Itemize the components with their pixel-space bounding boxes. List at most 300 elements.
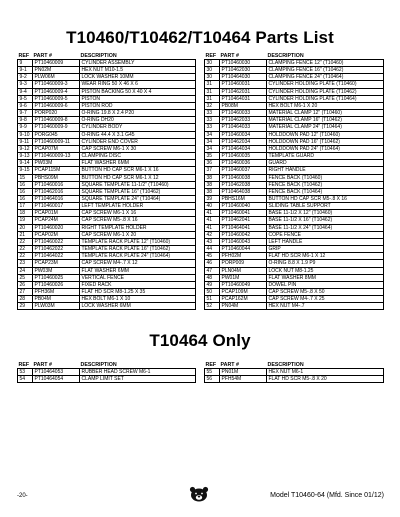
table-row bbox=[205, 81, 384, 88]
ref-cell: 15 bbox=[18, 174, 33, 181]
part-number-cell: PT10464053 bbox=[33, 369, 80, 376]
ref-cell: 44 bbox=[205, 246, 220, 253]
parts-table-right bbox=[204, 52, 384, 310]
ref-cell: 22 bbox=[18, 246, 33, 253]
description-cell: COPE FENCE bbox=[267, 231, 384, 238]
table-row bbox=[205, 110, 384, 117]
ref-cell: 29 bbox=[18, 303, 33, 310]
part-number-cell: PT10464033 bbox=[220, 124, 267, 131]
ref-cell: 9 bbox=[18, 60, 33, 67]
description-header: DESCRIPTION bbox=[267, 361, 304, 368]
part-number-cell: PLW03M bbox=[33, 303, 80, 310]
table-row bbox=[18, 296, 196, 303]
ref-header: REF bbox=[205, 52, 217, 59]
table-row bbox=[205, 369, 384, 376]
ref-cell: 22 bbox=[18, 253, 33, 260]
table-row bbox=[18, 124, 196, 131]
part-number-cell: PT10462031 bbox=[220, 88, 267, 95]
part-number-cell: PBHS16M bbox=[220, 195, 267, 202]
table-row bbox=[18, 81, 196, 88]
ref-cell: 55 bbox=[205, 369, 220, 376]
ref-cell: 49 bbox=[205, 281, 220, 288]
table-row bbox=[205, 203, 384, 210]
description-cell: BUTTON HD CAP SCR M6-1 X 12 bbox=[80, 174, 196, 181]
description-cell: SQUARE TEMPLATE 11-1/2" (T10460) bbox=[80, 181, 196, 188]
description-cell: RUBBER HEAD SCREW M6-1 bbox=[80, 369, 196, 376]
ref-cell: 46 bbox=[205, 260, 220, 267]
ref-cell: 33 bbox=[205, 117, 220, 124]
ref-cell: 38 bbox=[205, 174, 220, 181]
part-number-cell: PORG045 bbox=[33, 131, 80, 138]
table-row bbox=[205, 217, 384, 224]
table-row bbox=[18, 224, 196, 231]
table-header-row bbox=[205, 361, 384, 369]
ref-cell: 9-6 bbox=[18, 102, 33, 109]
table-row bbox=[205, 231, 384, 238]
description-header: DESCRIPTION bbox=[80, 361, 117, 368]
table-row bbox=[205, 260, 384, 267]
description-cell: FLAT WASHER 8MM bbox=[267, 274, 384, 281]
part-number-cell: PT10464034 bbox=[220, 145, 267, 152]
description-cell: LEFT TEMPLATE HOLDER bbox=[80, 203, 196, 210]
description-cell: CLAMPING DISC bbox=[80, 153, 196, 160]
part-number-cell: PT10462030 bbox=[220, 67, 267, 74]
description-cell: CLAMPING FENCE 24" (T10464) bbox=[267, 74, 384, 81]
ref-cell: 21 bbox=[18, 231, 33, 238]
ref-cell: 17 bbox=[18, 203, 33, 210]
description-cell: BASE 11-1/2 X 16" (T10462) bbox=[267, 217, 384, 224]
table-row bbox=[18, 376, 196, 383]
table-row bbox=[205, 67, 384, 74]
ref-cell: 48 bbox=[205, 274, 220, 281]
part-number-cell: PT10460009-9 bbox=[33, 124, 80, 131]
part-number-cell: PT10460036 bbox=[220, 160, 267, 167]
description-cell: WEAR RING 50 X 46 X 6 bbox=[80, 81, 196, 88]
part-number-cell: PFH36M bbox=[33, 289, 80, 296]
ref-cell: 40 bbox=[205, 203, 220, 210]
description-cell: GRIP bbox=[267, 246, 384, 253]
part-number-cell: PORP009 bbox=[220, 260, 267, 267]
description-cell: GUARD bbox=[267, 160, 384, 167]
part-number-cell: PT10464041 bbox=[220, 224, 267, 231]
table-row bbox=[205, 145, 384, 152]
description-cell: HEX BOLT M6-1 X 20 bbox=[267, 102, 384, 109]
part-number-cell: PCAP01M bbox=[33, 210, 80, 217]
table-row bbox=[18, 253, 196, 260]
table-row bbox=[205, 95, 384, 102]
part-number-cell: PT10460031 bbox=[220, 81, 267, 88]
ref-cell: 43 bbox=[205, 238, 220, 245]
description-cell: CAP SCREW M6-1 X 30 bbox=[80, 145, 196, 152]
ref-cell: 19 bbox=[18, 217, 33, 224]
description-cell: FLAT HD SCR M6-1 X 12 bbox=[267, 253, 384, 260]
table-row bbox=[205, 160, 384, 167]
ref-cell: 37 bbox=[205, 167, 220, 174]
table-header-row bbox=[18, 52, 196, 60]
table-row bbox=[205, 195, 384, 202]
table-row bbox=[205, 60, 384, 67]
table-row bbox=[18, 153, 196, 160]
part-number-cell: PT10460037 bbox=[220, 167, 267, 174]
part-number-cell: PT10462022 bbox=[33, 246, 80, 253]
description-cell: SQUARE TEMPLATE 24" (T10464) bbox=[80, 195, 196, 202]
table-row bbox=[18, 188, 196, 195]
table-row bbox=[205, 267, 384, 274]
ref-cell: 31 bbox=[205, 95, 220, 102]
description-cell: BUTTON HD CAP SCR M6-1 X 16 bbox=[80, 167, 196, 174]
description-cell: LOCK NUT M8-1.25 bbox=[267, 267, 384, 274]
part-number-cell: PT10460030 bbox=[220, 60, 267, 67]
part-number-cell: PT10460022 bbox=[33, 238, 80, 245]
description-cell: TEMPLATE RACK PLATE 16" (T10462) bbox=[80, 246, 196, 253]
ref-cell: 30 bbox=[205, 74, 220, 81]
ref-header: REF bbox=[18, 361, 30, 368]
part-number-cell: PT10460040 bbox=[220, 203, 267, 210]
ref-cell: 9-15 bbox=[18, 167, 33, 174]
part-number-cell: PB08M bbox=[220, 102, 267, 109]
table-header-row bbox=[205, 52, 384, 60]
table-row bbox=[18, 95, 196, 102]
part-number-cell: PT10460049 bbox=[220, 281, 267, 288]
description-cell: FIXED RACK bbox=[80, 281, 196, 288]
ref-cell: 16 bbox=[18, 195, 33, 202]
table-row bbox=[205, 88, 384, 95]
table-row bbox=[18, 246, 196, 253]
part-number-cell: PT10464054 bbox=[33, 376, 80, 383]
table-row bbox=[18, 102, 196, 109]
part-number-cell: PW01M bbox=[220, 274, 267, 281]
ref-cell: 32 bbox=[205, 102, 220, 109]
ref-cell: 38 bbox=[205, 181, 220, 188]
part-number-cell: PT10460026 bbox=[33, 281, 80, 288]
table-row bbox=[18, 74, 196, 81]
bear-logo-icon bbox=[188, 485, 210, 503]
ref-cell: 33 bbox=[205, 110, 220, 117]
description-cell: FENCE BACK (T10464) bbox=[267, 188, 384, 195]
ref-cell: 39 bbox=[205, 195, 220, 202]
part-number-cell: PT10462033 bbox=[220, 117, 267, 124]
description-cell: CLAMP LIMIT SET bbox=[80, 376, 196, 383]
ref-cell: 9-11 bbox=[18, 138, 33, 145]
table-row bbox=[205, 188, 384, 195]
part-number-cell: PT10460038 bbox=[220, 174, 267, 181]
part-number-cell: PCAP23M bbox=[33, 260, 80, 267]
description-cell: FLAT HD SCR M5-.8 X 20 bbox=[267, 376, 384, 383]
table-row bbox=[18, 369, 196, 376]
ref-cell: 53 bbox=[18, 369, 33, 376]
description-cell: FLAT WASHER 6MM bbox=[80, 160, 196, 167]
description-cell: CAP SCREW M6-1 X 16 bbox=[80, 210, 196, 217]
ref-cell: 34 bbox=[205, 138, 220, 145]
table-row bbox=[18, 238, 196, 245]
page-number: -20- bbox=[17, 493, 28, 499]
part-number-cell: PT10464030 bbox=[220, 74, 267, 81]
part-number-cell: PT10460033 bbox=[220, 110, 267, 117]
table-row bbox=[18, 217, 196, 224]
table-row bbox=[18, 203, 196, 210]
description-cell: BUTTON HD CAP SCR M5-.8 X 16 bbox=[267, 195, 384, 202]
description-cell: LOCK WASHER 10MM bbox=[80, 74, 196, 81]
description-cell: FENCE BACK (T10460) bbox=[267, 174, 384, 181]
part-number-cell: PT10460044 bbox=[220, 246, 267, 253]
part-number-cell: PT10460041 bbox=[220, 210, 267, 217]
table-row bbox=[18, 88, 196, 95]
table-row bbox=[205, 117, 384, 124]
table-row bbox=[18, 181, 196, 188]
ref-cell: 45 bbox=[205, 253, 220, 260]
section-title: T10464 Only bbox=[149, 331, 251, 350]
part-number-cell: PT10460020 bbox=[33, 224, 80, 231]
ref-cell: 38 bbox=[205, 188, 220, 195]
table-row bbox=[18, 195, 196, 202]
ref-cell: 9-5 bbox=[18, 95, 33, 102]
part-number-cell: PCAP115M bbox=[33, 167, 80, 174]
ref-cell: 34 bbox=[205, 145, 220, 152]
description-cell: CYLINDER BODY bbox=[80, 124, 196, 131]
description-header: DESCRIPTION bbox=[80, 52, 117, 59]
description-cell: O-RING DH20 bbox=[80, 117, 196, 124]
table-row bbox=[205, 246, 384, 253]
part-number-cell: PT10464031 bbox=[220, 95, 267, 102]
description-cell: MATERIAL CLAMP 24" (T10464) bbox=[267, 124, 384, 131]
ref-cell: 33 bbox=[205, 124, 220, 131]
ref-cell: 16 bbox=[18, 181, 33, 188]
ref-cell: 30 bbox=[205, 67, 220, 74]
part-header: PART # bbox=[220, 361, 239, 368]
description-cell: TEMPLATE GUARD bbox=[267, 153, 384, 160]
description-cell: HEX NUT M10-1.5 bbox=[80, 67, 196, 74]
description-cell: FLAT WASHER 6MM bbox=[80, 267, 196, 274]
ref-cell: 41 bbox=[205, 210, 220, 217]
ref-cell: 31 bbox=[205, 88, 220, 95]
ref-cell: 18 bbox=[18, 210, 33, 217]
ref-cell: 16 bbox=[18, 188, 33, 195]
part-number-cell: PFH54M bbox=[220, 376, 267, 383]
part-number-cell: PT10462038 bbox=[220, 181, 267, 188]
description-cell: CYLINDER ASSEMBLY bbox=[80, 60, 196, 67]
ref-cell: 54 bbox=[18, 376, 33, 383]
table-row bbox=[18, 60, 196, 67]
table-row bbox=[18, 274, 196, 281]
description-cell: RIGHT HANDLE bbox=[267, 167, 384, 174]
table-row bbox=[18, 210, 196, 217]
table-row bbox=[205, 124, 384, 131]
table-row bbox=[205, 296, 384, 303]
ref-cell: 9-8 bbox=[18, 117, 33, 124]
table-row bbox=[18, 289, 196, 296]
table-row bbox=[18, 131, 196, 138]
ref-cell: 35 bbox=[205, 153, 220, 160]
ref-cell: 22 bbox=[18, 238, 33, 245]
description-cell: PISTON BACKING 50 X 40 X 4 bbox=[80, 88, 196, 95]
part-header: PART # bbox=[33, 52, 52, 59]
part-number-cell: PT10460009-4 bbox=[33, 88, 80, 95]
ref-cell: 9-2 bbox=[18, 74, 33, 81]
part-number-cell: PT10464022 bbox=[33, 253, 80, 260]
part-number-cell: PCAP109M bbox=[220, 289, 267, 296]
part-number-cell: PORP020 bbox=[33, 110, 80, 117]
part-number-cell: PT10460017 bbox=[33, 203, 80, 210]
description-cell: HEX NUT M4-.7 bbox=[267, 303, 384, 310]
table-row bbox=[205, 181, 384, 188]
part-number-cell: PB04M bbox=[33, 296, 80, 303]
ref-cell: 9-10 bbox=[18, 131, 33, 138]
ref-cell: 9-9 bbox=[18, 124, 33, 131]
table-row bbox=[18, 281, 196, 288]
part-number-cell: PT10460016 bbox=[33, 181, 80, 188]
ref-cell: 25 bbox=[18, 274, 33, 281]
description-cell: CYLINDER HOLDING PLATE (T10462) bbox=[267, 88, 384, 95]
ref-cell: 23 bbox=[18, 260, 33, 267]
part-number-cell: PBHS09M bbox=[33, 174, 80, 181]
description-cell: LEFT HANDLE bbox=[267, 238, 384, 245]
part-number-cell: PN02M bbox=[33, 67, 80, 74]
table-row bbox=[205, 167, 384, 174]
table-row bbox=[18, 267, 196, 274]
table-row bbox=[18, 67, 196, 74]
part-header: PART # bbox=[220, 52, 239, 59]
ref-cell: 42 bbox=[205, 231, 220, 238]
ref-cell: 20 bbox=[18, 224, 33, 231]
description-cell: CYLINDER HOLDING PLATE (T10464) bbox=[267, 95, 384, 102]
part-number-cell: PW03M bbox=[33, 160, 80, 167]
description-cell: HEX NUT M6-1 bbox=[267, 369, 384, 376]
description-cell: SLIDING TABLE SUPPORT bbox=[267, 203, 384, 210]
part-number-cell: PCAP02M bbox=[33, 231, 80, 238]
description-cell: CYLINDER HOLDING PLATE (T10460) bbox=[267, 81, 384, 88]
ref-header: REF bbox=[205, 361, 217, 368]
description-cell: CAP SCREW M5-.8 X 16 bbox=[80, 217, 196, 224]
part-number-cell: PCAP24M bbox=[33, 217, 80, 224]
ref-cell: 9-14 bbox=[18, 160, 33, 167]
table-row bbox=[18, 110, 196, 117]
description-cell: HOLDDOWN PAD 12" (T10460) bbox=[267, 131, 384, 138]
ref-cell: 50 bbox=[205, 289, 220, 296]
table-row bbox=[205, 289, 384, 296]
table-row bbox=[18, 167, 196, 174]
table-row bbox=[18, 174, 196, 181]
part-number-cell: PT10464038 bbox=[220, 188, 267, 195]
description-cell: HOLDDOWN PAD 16" (T10462) bbox=[267, 138, 384, 145]
part-number-cell: PCAP162M bbox=[220, 296, 267, 303]
part-number-cell: PN04M bbox=[220, 303, 267, 310]
table-row bbox=[205, 153, 384, 160]
table-row bbox=[205, 102, 384, 109]
ref-header: REF bbox=[18, 52, 30, 59]
part-number-cell: PT10460042 bbox=[220, 231, 267, 238]
ref-cell: 30 bbox=[205, 60, 220, 67]
ref-cell: 9-12 bbox=[18, 145, 33, 152]
part-header: PART # bbox=[33, 361, 52, 368]
part-number-cell: PFH02M bbox=[220, 253, 267, 260]
ref-cell: 9-4 bbox=[18, 88, 33, 95]
table-row bbox=[205, 138, 384, 145]
description-cell: MATERIAL CLAMP 12" (T10460) bbox=[267, 110, 384, 117]
table-row bbox=[205, 74, 384, 81]
ref-cell: 9-1 bbox=[18, 67, 33, 74]
description-header: DESCRIPTION bbox=[267, 52, 304, 59]
description-cell: MATERIAL CLAMP 16" (T10462) bbox=[267, 117, 384, 124]
ref-cell: 28 bbox=[18, 296, 33, 303]
description-cell: FLAT HD SCR M8-1.25 X 35 bbox=[80, 289, 196, 296]
part-number-cell: PLW06M bbox=[33, 74, 80, 81]
part-number-cell: PT10460009-8 bbox=[33, 117, 80, 124]
table-row bbox=[18, 160, 196, 167]
table-row bbox=[18, 303, 196, 310]
description-cell: PISTON ROD bbox=[80, 102, 196, 109]
parts-table-bottom-left bbox=[17, 361, 196, 383]
description-cell: TEMPLATE RACK PLATE 24" (T10464) bbox=[80, 253, 196, 260]
table-row bbox=[18, 145, 196, 152]
part-number-cell: PLN04M bbox=[220, 267, 267, 274]
part-number-cell: PT10460009-13 bbox=[33, 153, 80, 160]
ref-cell: 56 bbox=[205, 376, 220, 383]
table-row bbox=[205, 224, 384, 231]
description-cell: O-RING 44.4 X 3.1 G45 bbox=[80, 131, 196, 138]
table-row bbox=[18, 231, 196, 238]
ref-cell: 51 bbox=[205, 296, 220, 303]
table-row bbox=[205, 376, 384, 383]
ref-cell: 47 bbox=[205, 267, 220, 274]
part-number-cell: PT10460009-6 bbox=[33, 102, 80, 109]
description-cell: HOLDDOWN PAD 24" (T10464) bbox=[267, 145, 384, 152]
page-title: T10460/T10462/T10464 Parts List bbox=[66, 28, 334, 47]
description-cell: CAP SCREW M4-.7 X 12 bbox=[80, 260, 196, 267]
part-number-cell: PN01M bbox=[220, 369, 267, 376]
description-cell: CAP SCREW M5-.8 X 50 bbox=[267, 289, 384, 296]
table-row bbox=[18, 138, 196, 145]
part-number-cell: PT10464016 bbox=[33, 195, 80, 202]
ref-cell: 31 bbox=[205, 81, 220, 88]
description-cell: DOWEL PIN bbox=[267, 281, 384, 288]
part-number-cell: PW03M bbox=[33, 267, 80, 274]
description-cell: CAP SCREW M4-.7 X 25 bbox=[267, 296, 384, 303]
description-cell: CYLINDER END COVER bbox=[80, 138, 196, 145]
part-number-cell: PT10460043 bbox=[220, 238, 267, 245]
ref-cell: 34 bbox=[205, 131, 220, 138]
part-number-cell: PT10460035 bbox=[220, 153, 267, 160]
table-row bbox=[205, 253, 384, 260]
description-cell: HEX BOLT M6-1 X 10 bbox=[80, 296, 196, 303]
description-cell: LOCK WASHER 6MM bbox=[80, 303, 196, 310]
part-number-cell: PT10462016 bbox=[33, 188, 80, 195]
description-cell: CLAMPING FENCE 16" (T10462) bbox=[267, 67, 384, 74]
table-row bbox=[18, 260, 196, 267]
description-cell: VERTICAL FENCE bbox=[80, 274, 196, 281]
ref-cell: 9-3 bbox=[18, 81, 33, 88]
description-cell: TEMPLATE RACK PLATE 12" (T10460) bbox=[80, 238, 196, 245]
part-number-cell: PCAP07M bbox=[33, 145, 80, 152]
part-number-cell: PT10460009-3 bbox=[33, 81, 80, 88]
part-number-cell: PT10462034 bbox=[220, 138, 267, 145]
table-row bbox=[205, 210, 384, 217]
ref-cell: 41 bbox=[205, 217, 220, 224]
part-number-cell: PT10460009-11 bbox=[33, 138, 80, 145]
parts-table-bottom-right bbox=[204, 361, 384, 383]
ref-cell: 36 bbox=[205, 160, 220, 167]
part-number-cell: PT10460034 bbox=[220, 131, 267, 138]
table-row bbox=[205, 281, 384, 288]
description-cell: O-RING 8.8 X 1.9 P9 bbox=[267, 260, 384, 267]
description-cell: PISTON bbox=[80, 95, 196, 102]
description-cell: CLAMPING FENCE 12" (T10460) bbox=[267, 60, 384, 67]
table-row bbox=[205, 238, 384, 245]
part-number-cell: PT10462041 bbox=[220, 217, 267, 224]
ref-cell: 9-7 bbox=[18, 110, 33, 117]
description-cell: O-RING 19.8 X 2.4 P20 bbox=[80, 110, 196, 117]
description-cell: CAP SCREW M6-1 X 20 bbox=[80, 231, 196, 238]
description-cell: RIGHT TEMPLATE HOLDER bbox=[80, 224, 196, 231]
